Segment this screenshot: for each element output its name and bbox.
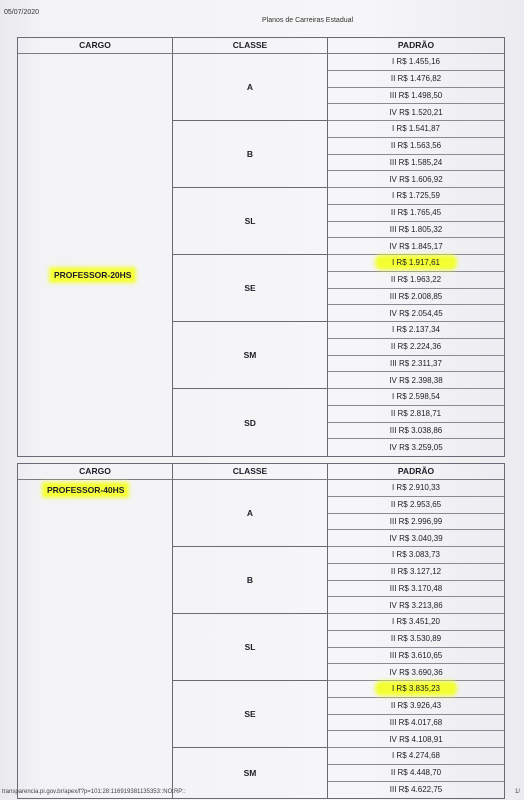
padrao-value: III R$ 1.805,32 xyxy=(389,224,443,234)
padrao-value: III R$ 1.498,50 xyxy=(389,90,443,100)
padrao-cell xyxy=(328,681,504,698)
cargo-cell xyxy=(18,54,173,456)
table-professor-40hs xyxy=(17,463,505,799)
padrao-value: III R$ 2.311,37 xyxy=(390,358,442,368)
padrao-value: III R$ 2.996,99 xyxy=(389,516,443,526)
header-padrao: PADRÃO xyxy=(397,40,435,50)
padrao-value: II R$ 2.224,36 xyxy=(390,342,442,352)
classe-cell: B xyxy=(173,547,327,614)
padrao-cell xyxy=(328,497,504,514)
padrao-cell xyxy=(328,664,504,681)
padrao-value: II R$ 3.127,12 xyxy=(390,567,442,577)
padrao-value-highlighted: I R$ 3.835,23 xyxy=(378,684,454,693)
padrao-cell xyxy=(328,782,504,799)
padrao-cell xyxy=(328,372,504,389)
padrao-cell xyxy=(328,138,504,155)
padrao-column xyxy=(328,54,504,456)
padrao-value: I R$ 1.725,59 xyxy=(391,191,441,201)
padrao-cell xyxy=(328,88,504,105)
table-header xyxy=(18,464,504,480)
padrao-column xyxy=(328,480,504,798)
padrao-value: IV R$ 3.690,36 xyxy=(389,667,443,677)
padrao-value: III R$ 3.038,86 xyxy=(389,425,443,435)
classe-column xyxy=(173,54,328,456)
padrao-cell xyxy=(328,104,504,121)
padrao-value: II R$ 2.953,65 xyxy=(390,500,442,510)
classe-cell: SM xyxy=(173,322,327,389)
padrao-cell xyxy=(328,765,504,782)
cargo-cell xyxy=(18,480,173,798)
header-classe: CLASSE xyxy=(173,38,328,53)
footer-url: transparencia.pi.gov.br/apex/f?p=101:28:116919381135353::NO:RP:: xyxy=(2,789,186,795)
padrao-cell xyxy=(328,272,504,289)
padrao-cell xyxy=(328,547,504,564)
padrao-cell xyxy=(328,631,504,648)
classe-column xyxy=(173,480,328,798)
cargo-label-highlighted: PROFESSOR-20HS xyxy=(51,269,134,281)
classe-cell: A xyxy=(173,480,327,547)
padrao-value: I R$ 2.598,54 xyxy=(391,392,441,402)
page-number: 1/ xyxy=(515,789,521,795)
classe-cell: A xyxy=(173,54,327,121)
padrao-cell xyxy=(328,155,504,172)
padrao-cell xyxy=(328,648,504,665)
padrao-cell xyxy=(328,439,504,456)
padrao-value: IV R$ 4.108,91 xyxy=(389,734,443,744)
padrao-cell xyxy=(328,238,504,255)
padrao-cell xyxy=(328,121,504,138)
classe-cell: SL xyxy=(173,614,327,681)
header-classe: CLASSE xyxy=(173,464,328,479)
padrao-value: III R$ 3.610,65 xyxy=(389,650,443,660)
table-professor-20hs xyxy=(17,37,505,457)
padrao-cell xyxy=(328,389,504,406)
padrao-cell xyxy=(328,748,504,765)
padrao-value: IV R$ 1.845,17 xyxy=(389,241,443,251)
padrao-value: I R$ 3.451,20 xyxy=(391,617,441,627)
classe-cell: SM xyxy=(243,768,257,779)
padrao-value: IV R$ 3.040,39 xyxy=(389,533,443,543)
padrao-value: III R$ 2.008,85 xyxy=(389,291,443,301)
padrao-value: III R$ 1.585,24 xyxy=(389,157,443,167)
header-padrao: PADRÃO xyxy=(397,466,435,476)
padrao-cell xyxy=(328,564,504,581)
document-title: Planos de Carreiras Estadual xyxy=(262,17,354,24)
header-cargo: CARGO xyxy=(18,464,173,479)
padrao-cell xyxy=(328,597,504,614)
padrao-value: IV R$ 1.606,92 xyxy=(389,174,443,184)
padrao-value: II R$ 1.765,45 xyxy=(390,208,442,218)
padrao-cell xyxy=(328,698,504,715)
padrao-value: II R$ 1.963,22 xyxy=(390,275,442,285)
padrao-cell xyxy=(328,289,504,306)
padrao-value: III R$ 3.170,48 xyxy=(389,583,443,593)
classe-cell: B xyxy=(173,121,327,188)
padrao-value: II R$ 1.563,56 xyxy=(390,141,442,151)
padrao-value: II R$ 3.926,43 xyxy=(390,701,442,711)
padrao-value: II R$ 4.448,70 xyxy=(390,768,442,778)
padrao-cell xyxy=(328,205,504,222)
padrao-value: I R$ 2.137,34 xyxy=(391,325,441,335)
padrao-value: I R$ 3.083,73 xyxy=(391,550,441,560)
padrao-value: II R$ 2.818,71 xyxy=(390,409,442,419)
padrao-value: IV R$ 2.054,45 xyxy=(389,308,443,318)
classe-cell: SE xyxy=(173,681,327,748)
table-body xyxy=(18,480,504,798)
padrao-value: IV R$ 3.213,86 xyxy=(389,600,443,610)
padrao-cell xyxy=(328,614,504,631)
padrao-cell xyxy=(328,356,504,373)
padrao-value: IV R$ 2.398,38 xyxy=(389,375,443,385)
header-cargo: CARGO xyxy=(18,38,173,53)
padrao-cell xyxy=(328,731,504,748)
padrao-value: III R$ 4.017,68 xyxy=(389,717,443,727)
padrao-value-highlighted: I R$ 1.917,61 xyxy=(378,258,454,267)
padrao-cell xyxy=(328,480,504,497)
classe-cell: SD xyxy=(244,417,256,428)
padrao-value: IV R$ 3.259,05 xyxy=(389,443,443,453)
padrao-value: III R$ 4.622,75 xyxy=(389,785,443,795)
padrao-cell xyxy=(328,423,504,440)
padrao-value: II R$ 3.530,89 xyxy=(390,634,442,644)
padrao-cell xyxy=(328,339,504,356)
padrao-cell xyxy=(328,222,504,239)
table-header xyxy=(18,38,504,54)
padrao-cell xyxy=(328,581,504,598)
padrao-cell xyxy=(328,514,504,531)
padrao-value: IV R$ 1.520,21 xyxy=(389,107,443,117)
padrao-cell xyxy=(328,530,504,547)
padrao-cell xyxy=(328,406,504,423)
print-date: 05/07/2020 xyxy=(4,9,40,16)
padrao-cell xyxy=(328,305,504,322)
padrao-cell xyxy=(328,188,504,205)
padrao-value: I R$ 4.274,68 xyxy=(391,751,441,761)
classe-cell: SE xyxy=(173,255,327,322)
padrao-value: II R$ 1.476,82 xyxy=(390,74,442,84)
padrao-cell xyxy=(328,322,504,339)
padrao-cell xyxy=(328,715,504,732)
padrao-value: I R$ 1.455,16 xyxy=(391,57,441,67)
padrao-cell xyxy=(328,255,504,272)
padrao-cell xyxy=(328,71,504,88)
cargo-label-highlighted: PROFESSOR-40HS xyxy=(44,484,127,496)
classe-cell: SL xyxy=(173,188,327,255)
table-body xyxy=(18,54,504,456)
padrao-value: I R$ 1.541,87 xyxy=(391,124,441,134)
padrao-cell xyxy=(328,171,504,188)
padrao-value: I R$ 2.910,33 xyxy=(391,483,441,493)
padrao-cell xyxy=(328,54,504,71)
